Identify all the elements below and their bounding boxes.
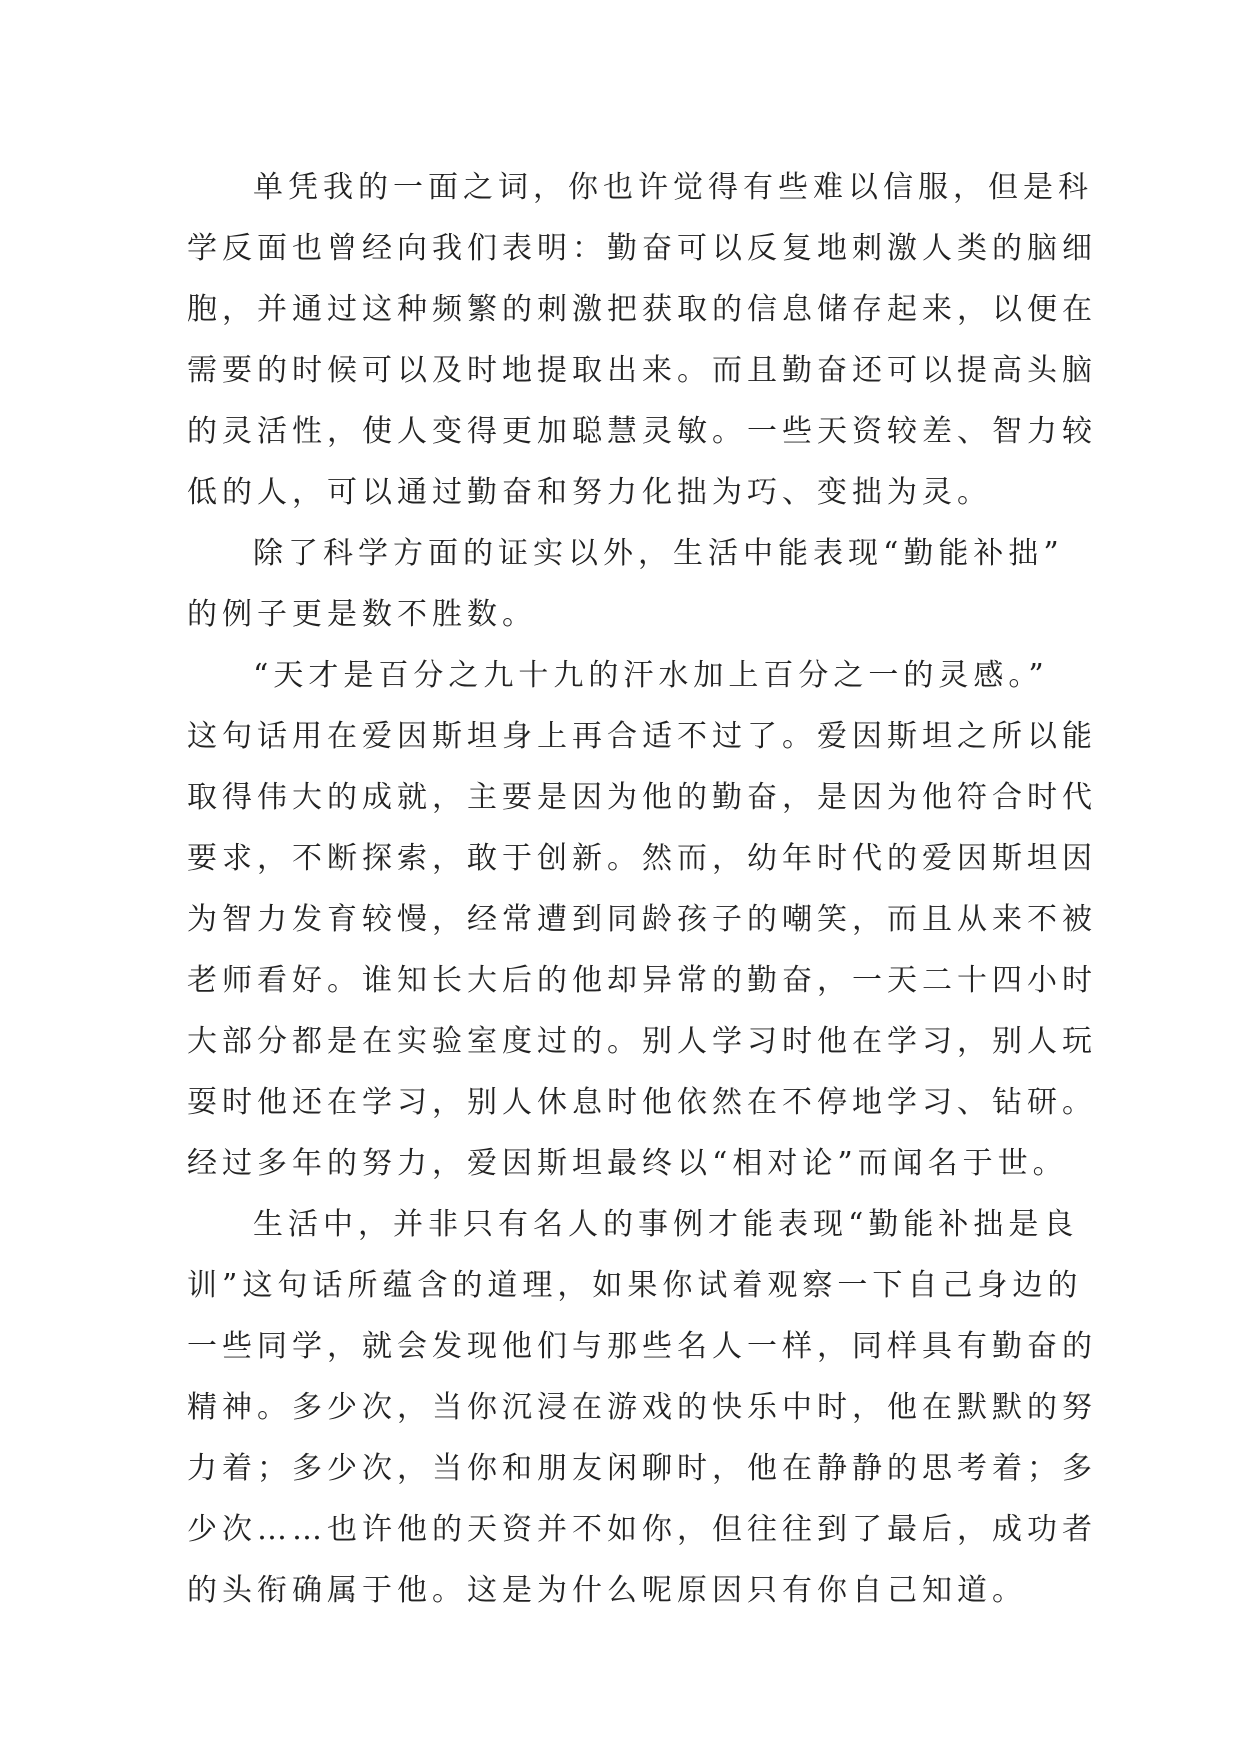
text-line: 少次……也许他的天资并不如你，但往往到了最后，成功者 — [187, 1512, 1097, 1547]
text-line: 要求，不断探索，敢于创新。然而，幼年时代的爱因斯坦因 — [187, 841, 1097, 876]
text-line: 低的人，可以通过勤奋和努力化拙为巧、变拙为灵。 — [187, 475, 992, 510]
text-line: 老师看好。谁知长大后的他却异常的勤奋，一天二十四小时 — [187, 963, 1097, 998]
text-line: 一些同学，就会发现他们与那些名人一样，同样具有勤奋的 — [187, 1329, 1097, 1364]
body-text — [187, 157, 1097, 1621]
text-line: 精神。多少次，当你沉浸在游戏的快乐中时，他在默默的努 — [187, 1390, 1097, 1425]
text-line: 单凭我的一面之词，你也许觉得有些难以信服，但是科 — [253, 170, 1093, 205]
text-line: 经过多年的努力，爱因斯坦最终以“相对论”而闻名于世。 — [187, 1146, 1068, 1181]
text-line: 耍时他还在学习，别人休息时他依然在不停地学习、钻研。 — [187, 1085, 1097, 1120]
text-line: 取得伟大的成就，主要是因为他的勤奋，是因为他符合时代 — [187, 780, 1097, 815]
text-line: 这句话用在爱因斯坦身上再合适不过了。爱因斯坦之所以能 — [187, 719, 1097, 754]
text-line: 胞，并通过这种频繁的刺激把获取的信息储存起来，以便在 — [187, 292, 1097, 327]
text-line: 的头衔确属于他。这是为什么呢原因只有你自己知道。 — [187, 1573, 1027, 1608]
text-line: 训”这句话所蕴含的道理，如果你试着观察一下自己身边的 — [187, 1268, 1083, 1303]
text-line: 学反面也曾经向我们表明：勤奋可以反复地刺激人类的脑细 — [187, 231, 1097, 266]
text-line: 的例子更是数不胜数。 — [187, 597, 537, 632]
text-line: “天才是百分之九十九的汗水加上百分之一的灵感。” — [253, 658, 1049, 693]
text-line: 的灵活性，使人变得更加聪慧灵敏。一些天资较差、智力较 — [187, 414, 1097, 449]
text-line: 大部分都是在实验室度过的。别人学习时他在学习，别人玩 — [187, 1024, 1097, 1059]
text-line: 需要的时候可以及时地提取出来。而且勤奋还可以提高头脑 — [187, 353, 1097, 388]
text-line: 力着；多少次，当你和朋友闲聊时，他在静静的思考着；多 — [187, 1451, 1097, 1486]
text-line: 除了科学方面的证实以外，生活中能表现“勤能补拙” — [253, 536, 1064, 571]
text-line: 生活中，并非只有名人的事例才能表现“勤能补拙是良 — [253, 1207, 1079, 1242]
text-line: 为智力发育较慢，经常遭到同龄孩子的嘲笑，而且从来不被 — [187, 902, 1097, 937]
